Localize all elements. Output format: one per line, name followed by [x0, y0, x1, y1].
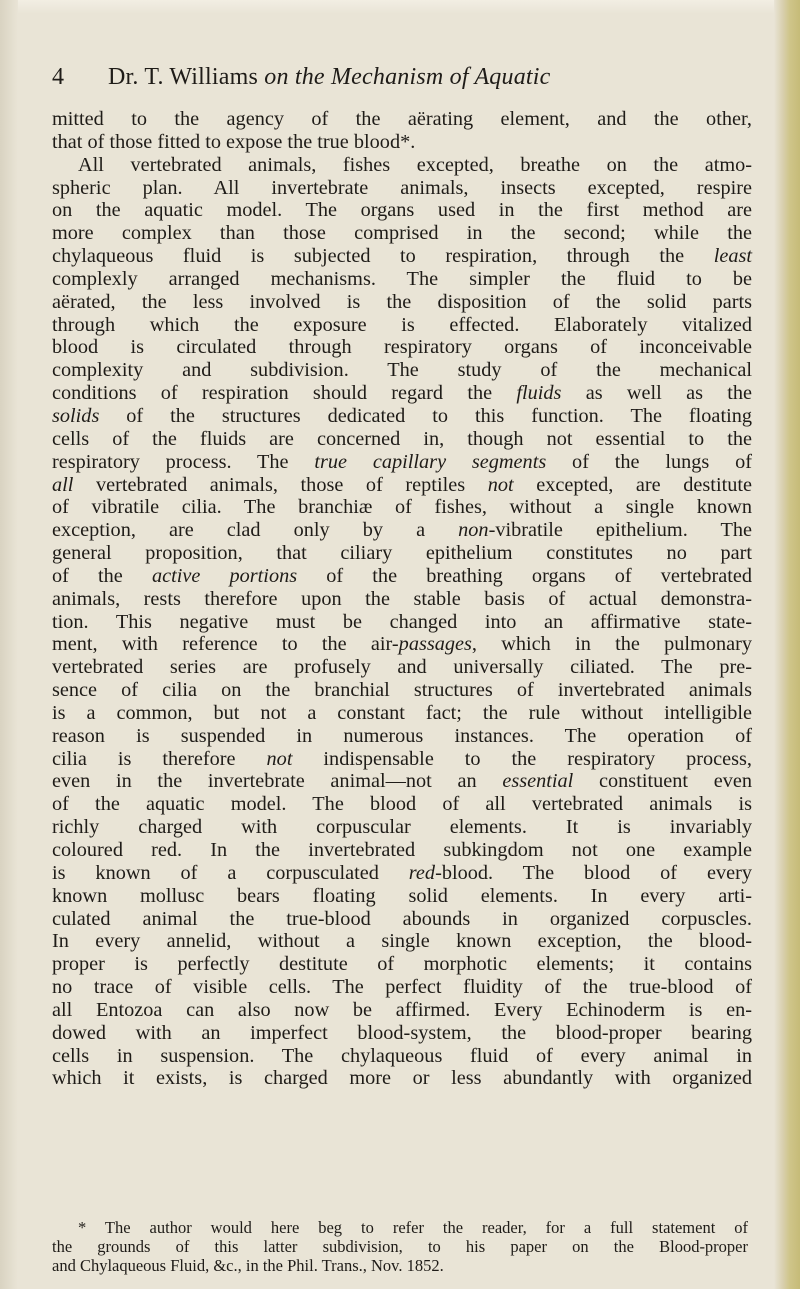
text-line	[52, 862, 752, 885]
text-run: of the aquatic model. The blood of all vertebrated animals is	[52, 793, 752, 816]
text-run: cells of the fluids are concerned in, though not essential to the	[52, 427, 752, 450]
footnote-line: the grounds of this latter subdivision, to his paper on the Blood-proper	[52, 1237, 748, 1256]
page-right-edge	[774, 0, 800, 1289]
text-run: cells in suspension. The chylaqueous fluid of every animal in	[52, 1044, 752, 1067]
running-header	[52, 64, 742, 104]
text-run: exception, are clad only by a	[52, 519, 459, 542]
text-line	[52, 679, 752, 702]
text-line	[52, 314, 752, 337]
text-line	[52, 519, 752, 542]
text-run: even in the invertebrate animal—not an	[52, 770, 503, 793]
text-line	[52, 359, 752, 382]
running-title-on: on	[264, 64, 289, 90]
text-run: of the lungs of	[546, 450, 753, 473]
text-run: coloured red. In the invertebrated subkingdom not one example	[52, 839, 752, 861]
text-run: indispensable to the respiratory process,	[292, 747, 752, 770]
text-run: In every annelid, without a single known exception, the blood-	[52, 930, 752, 953]
text-run: of the structures dedicated to this function. The floating	[99, 404, 752, 427]
text-run: is a common, but not a constant fact; the rule without intelligible	[52, 701, 752, 724]
text-line	[52, 953, 752, 976]
text-line	[52, 382, 752, 405]
text-run: richly charged with corpuscular elements. It is invariably	[52, 816, 752, 839]
italic-run: solids	[52, 404, 100, 427]
text-run: on the aquatic model. The organs used in the first method are	[52, 199, 752, 222]
italic-run: least	[713, 245, 752, 268]
text-line	[52, 976, 752, 999]
running-title	[108, 64, 551, 91]
text-line	[52, 428, 752, 451]
italic-run: essential	[502, 770, 574, 793]
text-run: sence of cilia on the branchial structures of invertebrated animals	[52, 679, 752, 702]
text-run: more complex than those comprised in the second; while the	[52, 222, 752, 245]
text-run: aërated, the less involved is the disposition of the solid parts	[52, 290, 752, 313]
text-run: is known of a corpusculated	[52, 861, 409, 884]
text-line	[52, 770, 752, 793]
text-line	[52, 930, 752, 953]
text-line	[52, 291, 752, 314]
text-run: complexity and subdivision. The study of the mechanical	[52, 359, 752, 382]
text-line	[52, 177, 752, 200]
text-line	[52, 885, 752, 908]
text-line	[52, 336, 752, 359]
text-run: of the breathing organs of vertebrated	[297, 564, 752, 587]
text-line	[52, 611, 752, 634]
footnote-line: * The author would here beg to refer the reader, for a full statement of	[78, 1218, 748, 1237]
text-line	[52, 451, 752, 474]
text-line	[52, 565, 752, 588]
text-line	[52, 245, 752, 268]
text-run: vertebrated series are profusely and universally ciliated. The pre-	[52, 656, 752, 679]
text-run: through which the exposure is effected. Elaborately vitalized	[52, 313, 752, 336]
text-run: complexly arranged mechanisms. The simpler the fluid to be	[52, 267, 752, 290]
text-line	[52, 405, 752, 428]
text-line	[52, 1067, 752, 1090]
text-run: conditions of respiration should regard the	[52, 382, 517, 405]
text-line	[52, 1045, 752, 1068]
text-run: of vibratile cilia. The branchiæ of fishes, without a single known	[52, 496, 752, 519]
italic-run: all	[52, 473, 74, 496]
text-line	[52, 199, 752, 222]
body-text	[52, 108, 752, 1090]
text-run: all Entozoa can also now be affirmed. Every Echinoderm is en-	[52, 998, 752, 1021]
text-line	[52, 542, 752, 565]
text-line	[52, 793, 752, 816]
text-line	[52, 131, 752, 154]
text-line	[52, 588, 752, 611]
text-run: blood is circulated through respiratory organs of inconceivable	[52, 336, 752, 359]
page-top-edge	[0, 0, 800, 14]
italic-run: non	[458, 519, 489, 542]
running-title-subject: the Mechanism of Aquatic	[294, 64, 551, 90]
text-run: cilia is therefore	[52, 747, 267, 770]
italic-run: not	[266, 747, 293, 770]
text-run: of the	[52, 564, 152, 587]
text-line	[52, 816, 752, 839]
text-run: dowed with an imperfect blood-system, the blood-proper bearing	[52, 1021, 752, 1044]
italic-run: active portions	[151, 564, 298, 587]
text-run: animals, rests therefore upon the stable basis of actual demonstra-	[52, 587, 752, 610]
italic-run: not	[487, 473, 514, 496]
text-run: ment, with reference to the air-	[52, 633, 399, 656]
text-run: culated animal the true-blood abounds in organized corpuscles.	[52, 907, 752, 930]
text-run: general proposition, that ciliary epithelium constitutes no part	[52, 542, 752, 565]
text-run: no trace of visible cells. The perfect fluidity of the true-blood of	[52, 976, 752, 999]
text-line	[52, 1022, 752, 1045]
text-run: proper is perfectly destitute of morphotic elements; it contains	[52, 953, 752, 976]
footnote-line: and Chylaqueous Fluid, &c., in the Phil. Trans., Nov. 1852.	[52, 1256, 444, 1275]
text-line	[52, 725, 752, 748]
footnote	[52, 1218, 748, 1275]
text-run: known mollusc bears floating solid elements. In every arti-	[52, 884, 752, 907]
italic-run: true capillary segments	[314, 450, 547, 473]
text-run: which it exists, is charged more or less abundantly with organized	[52, 1067, 752, 1090]
page-left-edge	[0, 0, 18, 1289]
text-run: as well as the	[561, 382, 753, 405]
text-line	[52, 656, 752, 679]
text-line	[52, 908, 752, 931]
italic-run: fluids	[516, 382, 562, 405]
text-run: respiratory process. The	[52, 450, 315, 473]
text-run: tion. This negative must be changed into an affirmative state-	[52, 610, 752, 633]
text-line	[52, 268, 752, 291]
text-run: -blood. The blood of every	[435, 861, 752, 884]
text-run: reason is suspended in numerous instances. The operation of	[52, 724, 752, 747]
text-line	[52, 999, 752, 1022]
text-run: excepted, are destitute	[513, 473, 752, 496]
text-run: chylaqueous fluid is subjected to respiration, through the	[52, 245, 714, 268]
text-run: All vertebrated animals, fishes excepted, breathe on the atmo-	[78, 153, 752, 176]
running-title-author: Dr. T. Williams	[108, 64, 259, 90]
italic-run: passages	[398, 633, 472, 656]
text-line	[52, 839, 752, 862]
text-run: spheric plan. All invertebrate animals, insects excepted, respire	[52, 176, 752, 199]
text-line	[52, 474, 752, 497]
text-line	[52, 222, 752, 245]
text-run: vertebrated animals, those of reptiles	[73, 473, 488, 496]
text-run: mitted to the agency of the aërating element, and the other,	[52, 108, 752, 130]
text-line	[52, 154, 752, 177]
text-line	[52, 496, 752, 519]
text-line	[52, 702, 752, 725]
text-line	[52, 108, 752, 131]
text-run: -vibratile epithelium. The	[488, 519, 752, 542]
text-run: that of those fitted to expose the true blood*.	[52, 130, 416, 153]
text-run: constituent even	[573, 770, 752, 793]
italic-run: red	[408, 861, 436, 884]
text-line	[52, 748, 752, 771]
text-run: , which in the pulmonary	[471, 633, 753, 656]
page-number: 4	[52, 64, 64, 90]
text-line	[52, 633, 752, 656]
